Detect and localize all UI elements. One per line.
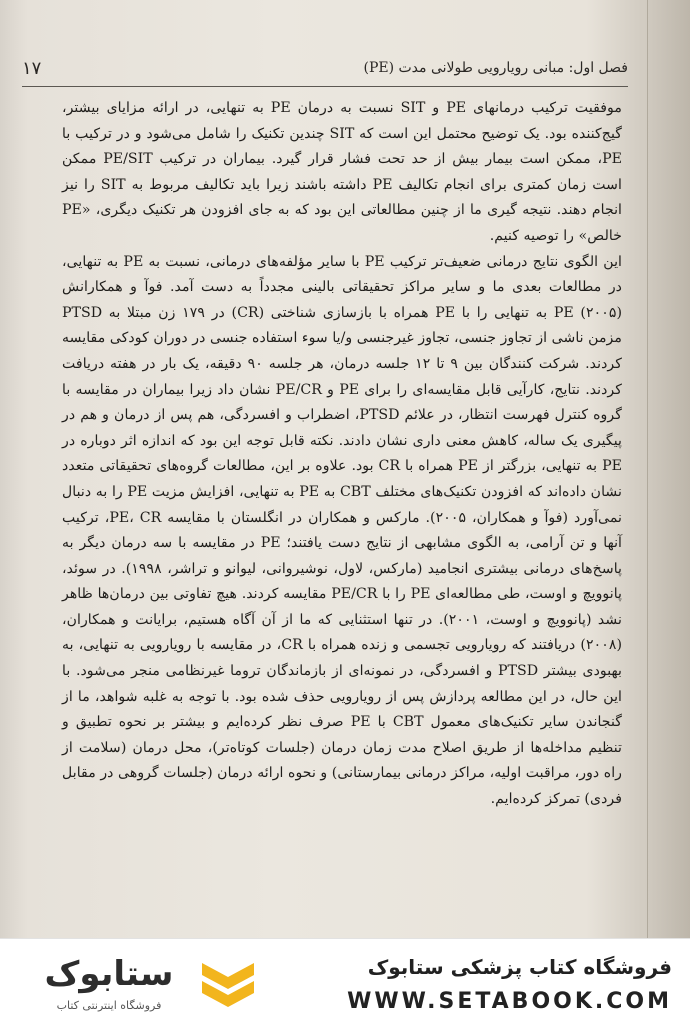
paragraph-1: موفقیت ترکیب درمانهای PE و SIT نسبت به درمان PE به تنهایی، در ارائه مزایای بیشتر، گیج‌کننده بود. یک توضیح محتمل این است که SIT چندین تکنیک را شامل می‌شود و در ترکیب با PE، ممکن است بیمار بیش از حد تحت فشار قرار گیرد. بیماران در ترکیب PE/SIT ممکن است زمان کمتری برای انجام تکالیف PE داشته باشند زیرا باید تکالیف مربوط به SIT را نیز انجام دهند. نتیجه گیری ما از چنین مطالعاتی این بود که به جای افزودن هر تکنیک دیگری، «PE خالص» را توصیه کنیم. xyxy=(62,100,622,244)
logo-tagline: فروشگاه اینترنتی کتاب xyxy=(56,999,162,1012)
store-url[interactable]: WWW.SETABOOK.COM xyxy=(347,989,672,1014)
body-text xyxy=(62,96,622,813)
chevron-logo-icon xyxy=(196,955,260,1011)
page-number: ۱۷ xyxy=(22,58,42,79)
page-header xyxy=(22,56,628,87)
store-name: فروشگاه کتاب پزشکی ستابوک xyxy=(367,955,672,979)
logo-wordmark: ستابوک xyxy=(44,954,174,994)
store-banner xyxy=(0,938,690,1025)
running-head: فصل اول: مبانی رویارویی طولانی مدت (PE) xyxy=(363,60,628,76)
paragraph-2: این الگوی نتایج درمانی ضعیف‌تر ترکیب PE با سایر مؤلفه‌های درمانی، نسبت به PE به تنهایی، در مطالعات بعدی ما و سایر مراکز تحقیقاتی بالینی مجدداً به دست آمد. فوآ و همکارانش (۲۰۰۵) PE به تنهایی را با PE همراه با بازسازی شناختی (CR) در ۱۷۹ زن مبتلا به PTSD مزمن ناشی از تجاوز جنسی، تجاوز غیرجنسی و/یا سوء استفاده جنسی در دوران کودکی مقایسه کردند. شرکت کنندگان بین ۹ تا ۱۲ جلسه درمان، هر جلسه ۹۰ دقیقه، یک بار در هفته دریافت کردند. نتایج، کارآیی قابل مقایسه‌ای را برای PE و PE/CR نشان داد زیرا بیماران در مقایسه با گروه کنترل فهرست انتظار، در علائم PTSD، اضطراب و افسردگی، هم پس از درمان و هم در پیگیری یک ساله، کاهش معنی داری نشان دادند. نکته قابل توجه این بود که اندازه اثر دوباره در PE به تنهایی، بزرگتر از PE همراه با CR بود. علاوه بر این، مطالعات گروه‌های تحقیقاتی متعدد نشان داده‌اند که افزودن تکنیک‌های مختلف CBT به PE به تنهایی، افزایش مزیت PE را به دنبال نمی‌آورد (فوآ و همکاران، ۲۰۰۵). مارکس و همکاران در انگلستان با مقایسه PE، CR، ترکیب آنها و تن آرامی، به الگوی مشابهی از نتایج دست یافتند؛ PE در مقایسه با سه درمان دیگر به پاسخ‌های درمانی بیشتری انجامید (مارکس، لاول، نوشیروانی، لیوانو و تراشر، ۱۹۹۸). در سوئد، پانوویچ و اوست، طی مطالعه‌ای PE را با PE/CR مقایسه کردند. هیچ تفاوتی بین درمان‌ها ظاهر نشد (پانوویچ و اوست، ۲۰۰۱). در تنها استثنایی که ما از آن آگاه هستیم، برایانت و همکاران، (۲۰۰۸) دریافتند که رویارویی تجسمی و زنده همراه با CR، در مقایسه با رویارویی به تنهایی، به بهبودی بیشتر PTSD و افسردگی، در نمونه‌ای از بازماندگان تروما غیرنظامی منجر می‌شود. با این حال، در این مطالعه پردازش پس از رویارویی حذف شده بود. با توجه به غلبه شواهد، ما از گنجاندن سایر تکنیک‌های معمول CBT با PE صرف نظر کرده‌ایم و بیشتر بر نحوه تطبیق و تنظیم مداخله‌ها از طریق اصلاح مدت زمان درمان (جلسات کوتاه‌تر)، محل درمان (سلامت از راه دور، مراقبت اولیه، مراکز درمانی بیمارستانی) و نحوه ارائه درمان (جلسات گروهی در مقابل فردی) تمرکز کرده‌ایم. xyxy=(62,253,623,808)
facing-page-edge xyxy=(647,0,690,938)
